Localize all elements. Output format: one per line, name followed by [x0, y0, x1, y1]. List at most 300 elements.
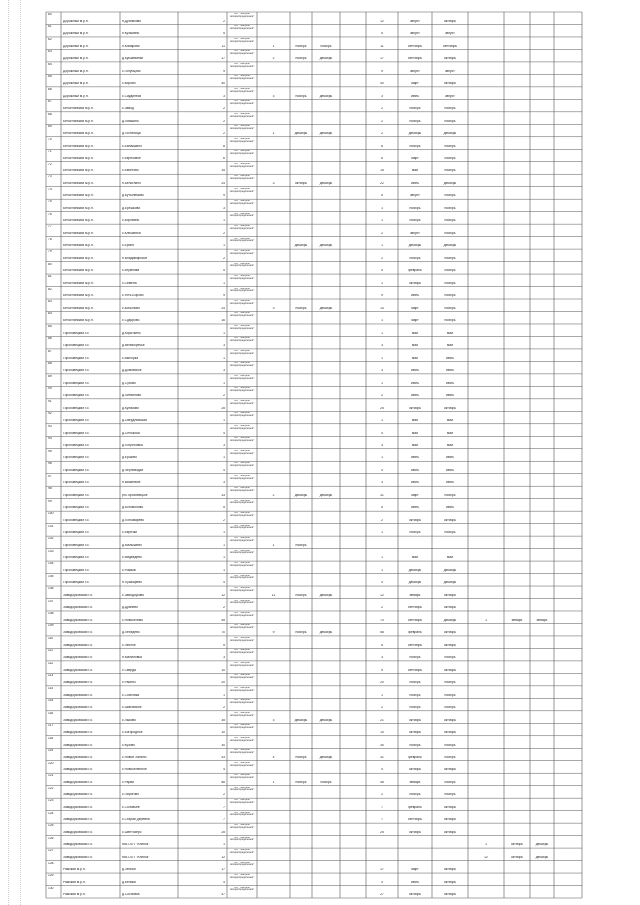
month-to-cell: ноябрь	[444, 656, 456, 660]
month-from-cell: март	[411, 157, 419, 160]
month-to-cell: октябрь	[443, 830, 457, 834]
month-to-cell: октябрь	[443, 868, 457, 872]
row-number-cell: 111	[48, 649, 54, 653]
district-cell: Гороховецкий г.о.	[63, 543, 90, 547]
quantity-2-cell: 5	[381, 194, 383, 198]
settlement-cell: с.Сосновка	[122, 693, 140, 697]
row-number-cell: 93	[48, 424, 52, 428]
month-to-cell: декабрь	[443, 181, 457, 185]
row-number-cell: 86	[48, 337, 52, 341]
month-from-cell: сентябрь	[407, 818, 423, 822]
row-number-cell: 98	[48, 487, 52, 491]
organization-cell: АО "Газпром газораспределение"	[229, 362, 255, 368]
month-to-cell: ноябрь	[444, 119, 456, 123]
row-number-cell: 120	[48, 761, 54, 765]
organization-cell: АО "Газпром газораспределение"	[229, 574, 255, 580]
count-cell: 4	[272, 755, 275, 759]
quantity-cell: 24	[221, 306, 225, 310]
district-cell: Белоглинский м.р.н.	[63, 281, 94, 285]
quantity-2-cell: 3	[381, 369, 383, 373]
quantity-cell: 5	[223, 269, 225, 273]
month-to-cell: ноябрь	[444, 169, 456, 173]
row-number-cell: 119	[48, 749, 54, 753]
settlement-cell: с.Коровино	[122, 219, 140, 223]
district-cell: Белоглинский м.р.н.	[63, 294, 94, 298]
quantity-cell: 2	[223, 706, 225, 710]
district-cell: Ражский м.р.н.	[63, 880, 86, 884]
month-to-cell: ноябрь	[444, 144, 456, 148]
quantity-2-cell: 30	[380, 743, 384, 747]
month-from-cell: октябрь	[408, 718, 422, 722]
quantity-2-cell: 1	[381, 319, 383, 323]
quantity-2-cell: 1	[381, 419, 383, 423]
row-number-cell: 88	[48, 362, 52, 366]
row-number-cell: 73	[48, 175, 52, 179]
settlement-cell: д.Лапшино	[122, 119, 139, 123]
quantity-cell: 12	[221, 593, 225, 597]
quantity-cell: 2	[223, 231, 225, 235]
quantity-2-cell: 6	[381, 157, 383, 160]
end-month-cell: декабрь	[319, 132, 333, 136]
row-number-cell: 61	[48, 25, 52, 29]
district-cell: Заводоуковский г.о.	[63, 593, 93, 597]
month-to-cell: июль	[446, 468, 454, 472]
quantity-2-cell: 4	[381, 581, 383, 585]
month-from-cell: ноябрь	[409, 693, 421, 697]
settlement-cell: с.Рарва	[122, 780, 134, 784]
settlement-cell: с.Сверда	[122, 668, 137, 672]
month-to-cell: ноябрь	[444, 706, 456, 710]
settlement-cell: д.Великоречье	[122, 344, 145, 348]
quantity-2-cell: 1	[381, 244, 383, 248]
district-cell: Белоглинский м.р.н.	[63, 306, 94, 310]
organization-cell: АО "Газпром газораспределение"	[229, 462, 255, 468]
settlement-cell: д.Ершово	[122, 456, 137, 460]
quantity-cell: 25	[221, 406, 225, 410]
row-number-cell: 125	[48, 824, 54, 828]
district-cell: Гороховецкий г.о.	[63, 431, 90, 435]
row-number-cell: 76	[48, 212, 52, 216]
month-to-cell: июнь	[446, 456, 454, 460]
settlement-cell: п.Кузьмино	[122, 32, 140, 36]
quantity-cell: 5	[223, 643, 225, 647]
quantity-cell: 45	[221, 618, 225, 622]
month-from-cell: ноябрь	[409, 793, 421, 797]
organization-cell: АО "Газпром газораспределение"	[229, 562, 255, 567]
organization-cell: АО "Газпром газораспределение"	[229, 886, 255, 892]
month-from-cell: июнь	[411, 94, 419, 98]
settlement-cell: с.Заводоуково	[122, 593, 145, 597]
row-number-cell: 65	[48, 75, 52, 79]
organization-cell: АО "Газпром газораспределение"	[229, 724, 255, 730]
settlement-cell: п.Малиновка	[122, 656, 142, 660]
end-month-cell: декабрь	[319, 57, 333, 61]
organization-cell: АО "Газпром газораспределение"	[229, 537, 255, 542]
district-cell: Гороховецкий г.о.	[63, 493, 90, 497]
start-month-cell: октябрь	[294, 181, 308, 185]
district-cell: Белоглинский м.р.н.	[63, 107, 94, 111]
organization-cell: АО "Газпром газораспределение"	[229, 175, 255, 181]
row-number-cell: 89	[48, 374, 52, 378]
count-cell: 3	[272, 718, 275, 722]
settlement-cell: д.Домовское	[122, 369, 142, 373]
quantity-2-cell: 27	[380, 893, 384, 897]
row-number-cell: 113	[48, 674, 54, 678]
district-cell: Заводоуковский г.о.	[63, 731, 93, 735]
month-to-cell: октябрь	[443, 631, 457, 635]
start-month-cell: ноябрь	[295, 44, 307, 48]
organization-cell: АО "Газпром газораспределение"	[229, 387, 255, 393]
district-cell: Белоглинский м.р.н.	[63, 157, 94, 160]
month-from-cell: август	[410, 69, 420, 73]
start-month-cell: декабрь	[294, 718, 308, 722]
quantity-2-cell: 1	[381, 356, 383, 360]
settlement-cell: п.Владимирское	[122, 256, 148, 260]
row-number-cell: 118	[48, 736, 54, 740]
settlement-cell: рп.Гороховецкое	[122, 493, 148, 497]
month-from-cell: март	[411, 306, 419, 310]
district-cell: Заводоуковский г.о.	[63, 755, 93, 759]
count-cell: 1	[272, 780, 275, 784]
settlement-cell: п.Белоглино	[122, 181, 141, 185]
quantity-2-cell: 2	[381, 132, 383, 136]
row-number-cell: 104	[48, 562, 54, 566]
district-cell: Белоглинский м.р.н.	[63, 119, 94, 123]
row-number-cell: 64	[48, 62, 52, 66]
quantity-2-cell: 8	[381, 144, 383, 148]
organization-cell: АО "Газпром газораспределение"	[229, 624, 255, 630]
quantity-cell: 4	[223, 431, 225, 435]
row-number-cell: 102	[48, 537, 54, 541]
row-number-cell: 103	[48, 549, 54, 553]
extra-to-cell: декабрь	[535, 855, 549, 859]
row-number-cell: 63	[48, 50, 52, 54]
row-number-cell: 67	[48, 100, 52, 104]
end-month-cell: декабрь	[319, 493, 333, 497]
quantity-2-cell: 1	[381, 331, 383, 335]
organization-cell: АО "Газпром газораспределение"	[229, 424, 255, 430]
settlement-cell: с.Пирогово	[122, 793, 139, 797]
count-cell: 3	[272, 181, 275, 185]
row-number-cell: 92	[48, 412, 52, 416]
start-month-cell: ноябрь	[295, 543, 307, 547]
month-to-cell: октябрь	[443, 880, 457, 884]
month-to-cell: октябрь	[443, 406, 457, 410]
quantity-cell: 9	[223, 194, 225, 198]
end-month-cell: ноябрь	[320, 780, 332, 784]
organization-cell: АО "Газпром газораспределение"	[229, 262, 255, 268]
count-cell: 1	[272, 543, 275, 547]
settlement-cell: д.Дрянево	[122, 606, 138, 610]
quantity-cell: 7	[223, 818, 225, 822]
month-from-cell: февраль	[408, 631, 422, 635]
quantity-2-cell: 9	[381, 69, 383, 73]
month-from-cell: январь	[409, 593, 421, 597]
month-from-cell: май	[412, 344, 418, 348]
organization-cell: АО "Газпром газораспределение"	[229, 499, 255, 505]
end-month-cell: декабрь	[319, 631, 333, 635]
month-to-cell: ноябрь	[444, 269, 456, 273]
start-month-cell: ноябрь	[295, 755, 307, 759]
extra-to-cell: январь	[536, 618, 548, 622]
count-cell: 3	[272, 94, 275, 98]
quantity-cell: 4	[223, 768, 225, 772]
organization-cell: АО "Газпром газораспределение"	[229, 162, 255, 168]
month-to-cell: октябрь	[443, 593, 457, 597]
count-cell: 1	[272, 44, 275, 48]
settlement-cell: д.Белики	[122, 880, 136, 884]
quantity-2-cell: 17	[380, 57, 384, 61]
quantity-cell: 3	[223, 444, 225, 448]
organization-cell: АО "Газпром газораспределение"	[229, 212, 255, 218]
month-to-cell: ноябрь	[444, 693, 456, 697]
organization-cell: АО "Газпром газораспределение"	[229, 811, 255, 817]
month-from-cell: декабрь	[408, 244, 422, 248]
month-to-cell: октябрь	[443, 731, 457, 735]
quantity-2-cell: 15	[380, 169, 384, 173]
month-to-cell: октябрь	[443, 893, 457, 897]
row-number-cell: 62	[48, 37, 52, 41]
quantity-2-cell: 2	[381, 793, 383, 797]
month-to-cell: ноябрь	[444, 194, 456, 198]
district-cell: Заводоуковский г.о.	[63, 768, 93, 772]
quantity-2-cell: 25	[380, 406, 384, 410]
month-from-cell: май	[412, 169, 418, 173]
row-number-cell: 85	[48, 324, 52, 328]
month-from-cell: август	[410, 19, 420, 23]
month-from-cell: ноябрь	[409, 144, 421, 148]
row-number-cell: 130	[48, 886, 54, 890]
count-cell: 2	[272, 57, 275, 61]
row-number-cell: 87	[48, 349, 52, 353]
settlement-cell: с.Голубцово	[122, 69, 141, 73]
month-to-cell: октябрь	[443, 57, 457, 61]
month-from-cell: август	[410, 32, 420, 36]
extra-from-cell: январь	[511, 618, 523, 622]
organization-cell: АО "Газпром газораспределение"	[229, 799, 255, 804]
settlement-cell: с.Ракиты	[122, 681, 136, 685]
start-month-cell: декабрь	[294, 244, 308, 248]
quantity-2-cell: 1	[381, 568, 383, 572]
quantity-2-cell: 7	[381, 805, 383, 809]
row-number-cell: 69	[48, 125, 52, 129]
organization-cell: АО "Газпром газораспределение"	[229, 711, 255, 717]
month-from-cell: ноябрь	[409, 681, 421, 685]
month-from-cell: ноябрь	[409, 743, 421, 747]
organization-cell: АО "Газпром газораспределение"	[229, 374, 255, 380]
settlement-cell: с.Новоселово	[122, 618, 144, 622]
month-from-cell: сентябрь	[407, 57, 423, 61]
quantity-cell: 3	[223, 94, 225, 98]
month-to-cell: ноябрь	[444, 206, 456, 210]
settlement-cell: с.Соловьев	[122, 805, 140, 809]
quantity-2-cell: 40	[380, 82, 384, 86]
month-from-cell: июль	[411, 369, 419, 373]
organization-cell: АО "Газпром газораспределение"	[229, 75, 255, 81]
district-cell: Гороховецкий г.о.	[63, 356, 90, 360]
month-from-cell: октябрь	[408, 518, 422, 522]
district-cell: Дорожный м.р.н.	[63, 44, 89, 48]
district-cell: Заводоуковский г.о.	[63, 793, 93, 797]
month-from-cell: июнь	[411, 456, 419, 460]
quantity-2-cell: 46	[380, 780, 384, 784]
district-cell: Заводоуковский г.о.	[63, 743, 93, 747]
month-to-cell: октябрь	[443, 805, 457, 809]
month-to-cell: декабрь	[443, 244, 457, 248]
month-from-cell: июнь	[411, 181, 419, 185]
quantity-cell: 35	[221, 718, 225, 722]
organization-cell: АО "Газпром газораспределение"	[229, 836, 255, 842]
organization-cell: АО "Газпром газораспределение"	[229, 125, 255, 131]
settlement-cell: с.Новоселебное	[122, 768, 147, 772]
settlement-cell: с.Игумнова	[122, 269, 140, 273]
month-to-cell: декабрь	[443, 618, 457, 622]
end-month-cell: ноябрь	[320, 44, 332, 48]
row-number-cell: 100	[48, 512, 54, 516]
quantity-2-cell: 3	[381, 94, 383, 98]
district-cell: Белоглинский м.р.н.	[63, 181, 94, 185]
district-cell: Гороховецкий г.о.	[63, 468, 90, 472]
organization-cell: АО "Газпром газораспределение"	[229, 736, 255, 742]
quantity-2-cell: 5	[381, 32, 383, 36]
organization-cell: АО "Газпром газораспределение"	[229, 674, 255, 680]
quantity-2-cell: 20	[380, 681, 384, 685]
month-from-cell: сентябрь	[407, 606, 423, 610]
quantity-2-cell: 1	[381, 281, 383, 285]
month-from-cell: июль	[411, 468, 419, 472]
organization-cell: АО "Газпром газораспределение"	[229, 649, 255, 655]
extra-from-cell: октябрь	[510, 855, 524, 859]
district-cell: Заводоуковский г.о.	[63, 681, 93, 685]
quantity-cell: 2	[223, 518, 225, 522]
quantity-2-cell: 2	[381, 706, 383, 710]
settlement-cell: с.Судорово	[122, 319, 140, 323]
district-cell: Гороховецкий г.о.	[63, 381, 90, 385]
month-to-cell: июнь	[446, 506, 454, 510]
quantity-cell: 47	[221, 893, 225, 897]
quantity-2-cell: 4	[381, 768, 383, 772]
district-cell: Заводоуковский г.о.	[63, 830, 93, 834]
organization-cell: АО "Газпром газораспределение"	[229, 200, 255, 205]
settlement-cell: п.Дубниково	[122, 19, 142, 23]
row-number-cell: 75	[48, 200, 52, 204]
month-to-cell: ноябрь	[444, 294, 456, 298]
quantity-cell: 2	[223, 119, 225, 123]
quantity-2-cell: 12	[380, 19, 384, 23]
settlement-cell: с.Семена	[122, 281, 137, 285]
month-to-cell: август	[445, 69, 455, 73]
month-from-cell: ноябрь	[409, 107, 421, 111]
district-cell: Белоглинский м.р.н.	[63, 144, 94, 148]
count-cell: 3	[272, 306, 275, 310]
month-to-cell: ноябрь	[444, 157, 456, 160]
organization-cell: АО "Газпром газораспределение"	[229, 237, 255, 243]
district-cell: Заводоуковский г.о.	[63, 805, 93, 809]
quantity-cell: 20	[221, 681, 225, 685]
district-cell: Гороховецкий г.о.	[63, 444, 90, 448]
organization-cell: АО "Газпром газораспределение"	[229, 661, 255, 667]
quantity-2-cell: 25	[380, 830, 384, 834]
start-month-cell: ноябрь	[295, 593, 307, 597]
month-to-cell: ноябрь	[444, 231, 456, 235]
settlement-cell: с.Клюшенка	[122, 231, 141, 235]
settlement-cell: с.Медведево	[122, 556, 142, 560]
settlement-cell: с.Завод	[122, 107, 134, 111]
month-to-cell: ноябрь	[444, 793, 456, 797]
quantity-cell: 3	[223, 369, 225, 373]
row-number-cell: 81	[48, 275, 52, 279]
quantity-cell: 15	[221, 169, 225, 173]
organization-cell: АО "Газпром газораспределение"	[229, 399, 255, 405]
district-cell: Заводоуковский г.о.	[63, 843, 93, 847]
month-to-cell: ноябрь	[444, 107, 456, 111]
quantity-2-cell: 2	[381, 394, 383, 398]
settlement-cell: с.Кирово	[122, 82, 136, 86]
quantity-cell: 2	[223, 793, 225, 797]
month-to-cell: ноябрь	[444, 780, 456, 784]
organization-cell: АО "Газпром газораспределение"	[229, 300, 255, 305]
settlement-cell: с.Новое Ханино	[122, 755, 147, 759]
quantity-cell: 33	[221, 493, 225, 497]
month-from-cell: июнь	[411, 506, 419, 510]
settlement-cell: с.Бекетово	[122, 169, 139, 173]
quantity-cell: 3	[223, 344, 225, 348]
district-cell: Гороховецкий г.о.	[63, 556, 90, 560]
quantity-2-cell: 3	[381, 656, 383, 660]
quantity-2-cell: 5	[381, 506, 383, 510]
month-from-cell: июнь	[411, 394, 419, 398]
quantity-cell: 1	[223, 568, 225, 572]
district-cell: Заводоуковский г.о.	[63, 718, 93, 722]
organization-cell: АО "Газпром газораспределение"	[229, 487, 255, 492]
row-number-cell: 124	[48, 811, 54, 815]
organization-cell: АО "Газпром газораспределение"	[229, 699, 255, 705]
organization-cell: АО "Газпром газораспределение"	[229, 549, 255, 555]
month-to-cell: сентябрь	[442, 44, 458, 48]
organization-cell: АО "Газпром газораспределение"	[229, 275, 255, 280]
quantity-cell: 3	[223, 481, 225, 485]
quantity-cell: 40	[221, 82, 225, 86]
district-cell: Ражский м.р.н.	[63, 868, 86, 872]
settlement-cell: с.Лесное	[122, 643, 136, 647]
month-from-cell: февраль	[408, 755, 422, 759]
settlement-cell: д.Короткино	[122, 331, 141, 335]
district-cell: Гороховецкий г.о.	[63, 581, 90, 585]
organization-cell: АО "Газпром газораспределение"	[229, 611, 255, 617]
month-to-cell: июль	[446, 369, 454, 373]
row-number-cell: 77	[48, 225, 52, 229]
month-to-cell: август	[445, 94, 455, 98]
organization-cell: АО "Газпром газораспределение"	[229, 774, 255, 779]
extra-count-cell: 1	[485, 843, 487, 847]
month-from-cell: июнь	[411, 294, 419, 298]
settlement-cell: д.Лебедево	[122, 631, 140, 635]
quantity-2-cell: 2	[381, 606, 383, 610]
month-from-cell: март	[411, 493, 419, 497]
quantity-2-cell: 14	[380, 306, 384, 310]
quantity-cell: 30	[221, 743, 225, 747]
district-cell: Белоглинский м.р.н.	[63, 269, 94, 273]
quantity-cell: 5	[223, 32, 225, 36]
organization-cell: АО "Газпром газораспределение"	[229, 337, 255, 343]
settlement-cell: п.Вишнёвое	[122, 481, 141, 485]
settlement-cell: д.Бутылимово	[122, 194, 144, 198]
settlement-cell: с.Шелтозеро	[122, 830, 142, 834]
quantity-cell: 12	[221, 855, 225, 859]
month-to-cell: июнь	[446, 356, 454, 360]
end-month-cell: декабрь	[319, 94, 333, 98]
district-cell: Дорожный м.р.н.	[63, 32, 89, 36]
